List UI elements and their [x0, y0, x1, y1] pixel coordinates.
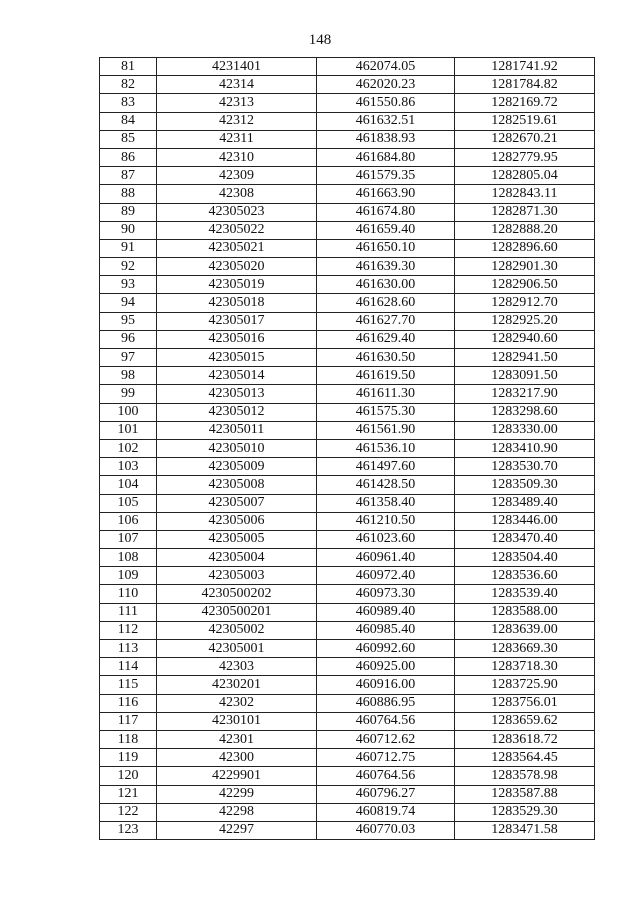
point-id-cell: 42305004 [157, 549, 317, 567]
table-row [100, 530, 595, 548]
y-coordinate-cell: 1283536.60 [455, 567, 595, 585]
y-coordinate-cell: 1282901.30 [455, 258, 595, 276]
x-coordinate-cell: 460989.40 [317, 603, 455, 621]
table-row [100, 567, 595, 585]
x-coordinate-cell: 460886.95 [317, 694, 455, 712]
y-coordinate-cell: 1283725.90 [455, 676, 595, 694]
x-coordinate-cell: 461561.90 [317, 421, 455, 439]
y-coordinate-cell: 1283618.72 [455, 730, 595, 748]
x-coordinate-cell: 461632.51 [317, 112, 455, 130]
table-row [100, 258, 595, 276]
row-number-cell: 119 [100, 749, 157, 767]
table-row [100, 621, 595, 639]
y-coordinate-cell: 1282940.60 [455, 330, 595, 348]
row-number-cell: 98 [100, 367, 157, 385]
point-id-cell: 42299 [157, 785, 317, 803]
point-id-cell: 42313 [157, 94, 317, 112]
x-coordinate-cell: 460712.75 [317, 749, 455, 767]
table-row [100, 94, 595, 112]
x-coordinate-cell: 460819.74 [317, 803, 455, 821]
point-id-cell: 42305022 [157, 221, 317, 239]
table-row [100, 676, 595, 694]
y-coordinate-cell: 1283587.88 [455, 785, 595, 803]
table-row [100, 785, 595, 803]
row-number-cell: 87 [100, 167, 157, 185]
point-id-cell: 42301 [157, 730, 317, 748]
coordinates-table-body [100, 58, 595, 840]
point-id-cell: 4229901 [157, 767, 317, 785]
x-coordinate-cell: 461639.30 [317, 258, 455, 276]
table-row [100, 803, 595, 821]
table-row [100, 585, 595, 603]
row-number-cell: 108 [100, 549, 157, 567]
row-number-cell: 81 [100, 58, 157, 76]
y-coordinate-cell: 1281784.82 [455, 76, 595, 94]
x-coordinate-cell: 461628.60 [317, 294, 455, 312]
y-coordinate-cell: 1282519.61 [455, 112, 595, 130]
table-row [100, 749, 595, 767]
y-coordinate-cell: 1283588.00 [455, 603, 595, 621]
x-coordinate-cell: 461575.30 [317, 403, 455, 421]
y-coordinate-cell: 1282925.20 [455, 312, 595, 330]
y-coordinate-cell: 1282805.04 [455, 167, 595, 185]
x-coordinate-cell: 460764.56 [317, 712, 455, 730]
x-coordinate-cell: 461023.60 [317, 530, 455, 548]
row-number-cell: 97 [100, 349, 157, 367]
x-coordinate-cell: 461536.10 [317, 439, 455, 457]
table-row [100, 439, 595, 457]
coordinates-table [99, 57, 595, 840]
x-coordinate-cell: 461358.40 [317, 494, 455, 512]
x-coordinate-cell: 461629.40 [317, 330, 455, 348]
point-id-cell: 42309 [157, 167, 317, 185]
y-coordinate-cell: 1283489.40 [455, 494, 595, 512]
row-number-cell: 91 [100, 239, 157, 257]
row-number-cell: 88 [100, 185, 157, 203]
row-number-cell: 104 [100, 476, 157, 494]
row-number-cell: 109 [100, 567, 157, 585]
point-id-cell: 42308 [157, 185, 317, 203]
row-number-cell: 95 [100, 312, 157, 330]
table-row [100, 148, 595, 166]
row-number-cell: 116 [100, 694, 157, 712]
point-id-cell: 42305008 [157, 476, 317, 494]
x-coordinate-cell: 461497.60 [317, 458, 455, 476]
point-id-cell: 42305015 [157, 349, 317, 367]
table-row [100, 421, 595, 439]
x-coordinate-cell: 461838.93 [317, 130, 455, 148]
row-number-cell: 105 [100, 494, 157, 512]
point-id-cell: 42305002 [157, 621, 317, 639]
row-number-cell: 100 [100, 403, 157, 421]
point-id-cell: 42305013 [157, 385, 317, 403]
y-coordinate-cell: 1283410.90 [455, 439, 595, 457]
row-number-cell: 84 [100, 112, 157, 130]
y-coordinate-cell: 1283578.98 [455, 767, 595, 785]
y-coordinate-cell: 1282906.50 [455, 276, 595, 294]
table-row [100, 403, 595, 421]
row-number-cell: 110 [100, 585, 157, 603]
table-row [100, 349, 595, 367]
row-number-cell: 113 [100, 640, 157, 658]
x-coordinate-cell: 461630.00 [317, 276, 455, 294]
table-row [100, 221, 595, 239]
x-coordinate-cell: 460916.00 [317, 676, 455, 694]
row-number-cell: 101 [100, 421, 157, 439]
y-coordinate-cell: 1282941.50 [455, 349, 595, 367]
x-coordinate-cell: 461579.35 [317, 167, 455, 185]
table-row [100, 458, 595, 476]
table-row [100, 385, 595, 403]
point-id-cell: 42305018 [157, 294, 317, 312]
y-coordinate-cell: 1283529.30 [455, 803, 595, 821]
table-row [100, 130, 595, 148]
table-row [100, 640, 595, 658]
table-row [100, 658, 595, 676]
point-id-cell: 42305016 [157, 330, 317, 348]
table-row [100, 767, 595, 785]
x-coordinate-cell: 460712.62 [317, 730, 455, 748]
point-id-cell: 42310 [157, 148, 317, 166]
row-number-cell: 112 [100, 621, 157, 639]
table-row [100, 694, 595, 712]
x-coordinate-cell: 461210.50 [317, 512, 455, 530]
row-number-cell: 117 [100, 712, 157, 730]
point-id-cell: 42305011 [157, 421, 317, 439]
row-number-cell: 96 [100, 330, 157, 348]
table-row [100, 603, 595, 621]
table-row [100, 76, 595, 94]
x-coordinate-cell: 461627.70 [317, 312, 455, 330]
y-coordinate-cell: 1283470.40 [455, 530, 595, 548]
point-id-cell: 42305012 [157, 403, 317, 421]
point-id-cell: 42305007 [157, 494, 317, 512]
table-row [100, 549, 595, 567]
x-coordinate-cell: 461428.50 [317, 476, 455, 494]
point-id-cell: 42298 [157, 803, 317, 821]
x-coordinate-cell: 461674.80 [317, 203, 455, 221]
y-coordinate-cell: 1283530.70 [455, 458, 595, 476]
x-coordinate-cell: 460985.40 [317, 621, 455, 639]
table-row [100, 294, 595, 312]
point-id-cell: 42314 [157, 76, 317, 94]
row-number-cell: 83 [100, 94, 157, 112]
row-number-cell: 106 [100, 512, 157, 530]
row-number-cell: 118 [100, 730, 157, 748]
table-row [100, 185, 595, 203]
y-coordinate-cell: 1282843.11 [455, 185, 595, 203]
x-coordinate-cell: 461650.10 [317, 239, 455, 257]
row-number-cell: 92 [100, 258, 157, 276]
y-coordinate-cell: 1282871.30 [455, 203, 595, 221]
x-coordinate-cell: 460961.40 [317, 549, 455, 567]
row-number-cell: 107 [100, 530, 157, 548]
x-coordinate-cell: 460973.30 [317, 585, 455, 603]
row-number-cell: 103 [100, 458, 157, 476]
row-number-cell: 90 [100, 221, 157, 239]
point-id-cell: 42305014 [157, 367, 317, 385]
row-number-cell: 94 [100, 294, 157, 312]
x-coordinate-cell: 461550.86 [317, 94, 455, 112]
table-row [100, 239, 595, 257]
point-id-cell: 42305003 [157, 567, 317, 585]
table-row [100, 58, 595, 76]
y-coordinate-cell: 1282912.70 [455, 294, 595, 312]
row-number-cell: 120 [100, 767, 157, 785]
table-row [100, 821, 595, 839]
x-coordinate-cell: 461663.90 [317, 185, 455, 203]
table-row [100, 312, 595, 330]
point-id-cell: 42305006 [157, 512, 317, 530]
table-row [100, 730, 595, 748]
x-coordinate-cell: 460992.60 [317, 640, 455, 658]
x-coordinate-cell: 460796.27 [317, 785, 455, 803]
point-id-cell: 4230500201 [157, 603, 317, 621]
table-row [100, 276, 595, 294]
page-number: 148 [308, 32, 332, 48]
point-id-cell: 4230500202 [157, 585, 317, 603]
row-number-cell: 99 [100, 385, 157, 403]
point-id-cell: 42302 [157, 694, 317, 712]
row-number-cell: 82 [100, 76, 157, 94]
x-coordinate-cell: 460925.00 [317, 658, 455, 676]
table-row [100, 476, 595, 494]
y-coordinate-cell: 1283446.00 [455, 512, 595, 530]
row-number-cell: 102 [100, 439, 157, 457]
x-coordinate-cell: 460972.40 [317, 567, 455, 585]
row-number-cell: 86 [100, 148, 157, 166]
point-id-cell: 42305023 [157, 203, 317, 221]
y-coordinate-cell: 1283217.90 [455, 385, 595, 403]
y-coordinate-cell: 1282169.72 [455, 94, 595, 112]
y-coordinate-cell: 1282670.21 [455, 130, 595, 148]
y-coordinate-cell: 1283564.45 [455, 749, 595, 767]
table-row [100, 330, 595, 348]
table-row [100, 112, 595, 130]
x-coordinate-cell: 461611.30 [317, 385, 455, 403]
table-row [100, 203, 595, 221]
point-id-cell: 42305021 [157, 239, 317, 257]
x-coordinate-cell: 461630.50 [317, 349, 455, 367]
point-id-cell: 4230101 [157, 712, 317, 730]
point-id-cell: 42300 [157, 749, 317, 767]
point-id-cell: 42305019 [157, 276, 317, 294]
point-id-cell: 42297 [157, 821, 317, 839]
y-coordinate-cell: 1283298.60 [455, 403, 595, 421]
y-coordinate-cell: 1283330.00 [455, 421, 595, 439]
row-number-cell: 123 [100, 821, 157, 839]
row-number-cell: 115 [100, 676, 157, 694]
point-id-cell: 42305005 [157, 530, 317, 548]
y-coordinate-cell: 1283504.40 [455, 549, 595, 567]
point-id-cell: 42305017 [157, 312, 317, 330]
point-id-cell: 42305009 [157, 458, 317, 476]
row-number-cell: 89 [100, 203, 157, 221]
y-coordinate-cell: 1283659.62 [455, 712, 595, 730]
table-row [100, 494, 595, 512]
y-coordinate-cell: 1281741.92 [455, 58, 595, 76]
y-coordinate-cell: 1282896.60 [455, 239, 595, 257]
table-row [100, 712, 595, 730]
y-coordinate-cell: 1283509.30 [455, 476, 595, 494]
x-coordinate-cell: 462074.05 [317, 58, 455, 76]
row-number-cell: 85 [100, 130, 157, 148]
point-id-cell: 42311 [157, 130, 317, 148]
point-id-cell: 42312 [157, 112, 317, 130]
x-coordinate-cell: 460770.03 [317, 821, 455, 839]
table-row [100, 167, 595, 185]
y-coordinate-cell: 1283539.40 [455, 585, 595, 603]
point-id-cell: 42305020 [157, 258, 317, 276]
row-number-cell: 121 [100, 785, 157, 803]
y-coordinate-cell: 1283718.30 [455, 658, 595, 676]
row-number-cell: 122 [100, 803, 157, 821]
table-row [100, 512, 595, 530]
x-coordinate-cell: 462020.23 [317, 76, 455, 94]
point-id-cell: 4230201 [157, 676, 317, 694]
y-coordinate-cell: 1283756.01 [455, 694, 595, 712]
point-id-cell: 4231401 [157, 58, 317, 76]
y-coordinate-cell: 1283639.00 [455, 621, 595, 639]
y-coordinate-cell: 1283091.50 [455, 367, 595, 385]
row-number-cell: 114 [100, 658, 157, 676]
y-coordinate-cell: 1282888.20 [455, 221, 595, 239]
y-coordinate-cell: 1283669.30 [455, 640, 595, 658]
point-id-cell: 42305010 [157, 439, 317, 457]
x-coordinate-cell: 461684.80 [317, 148, 455, 166]
row-number-cell: 111 [100, 603, 157, 621]
row-number-cell: 93 [100, 276, 157, 294]
y-coordinate-cell: 1282779.95 [455, 148, 595, 166]
point-id-cell: 42303 [157, 658, 317, 676]
point-id-cell: 42305001 [157, 640, 317, 658]
y-coordinate-cell: 1283471.58 [455, 821, 595, 839]
x-coordinate-cell: 460764.56 [317, 767, 455, 785]
table-row [100, 367, 595, 385]
x-coordinate-cell: 461619.50 [317, 367, 455, 385]
x-coordinate-cell: 461659.40 [317, 221, 455, 239]
